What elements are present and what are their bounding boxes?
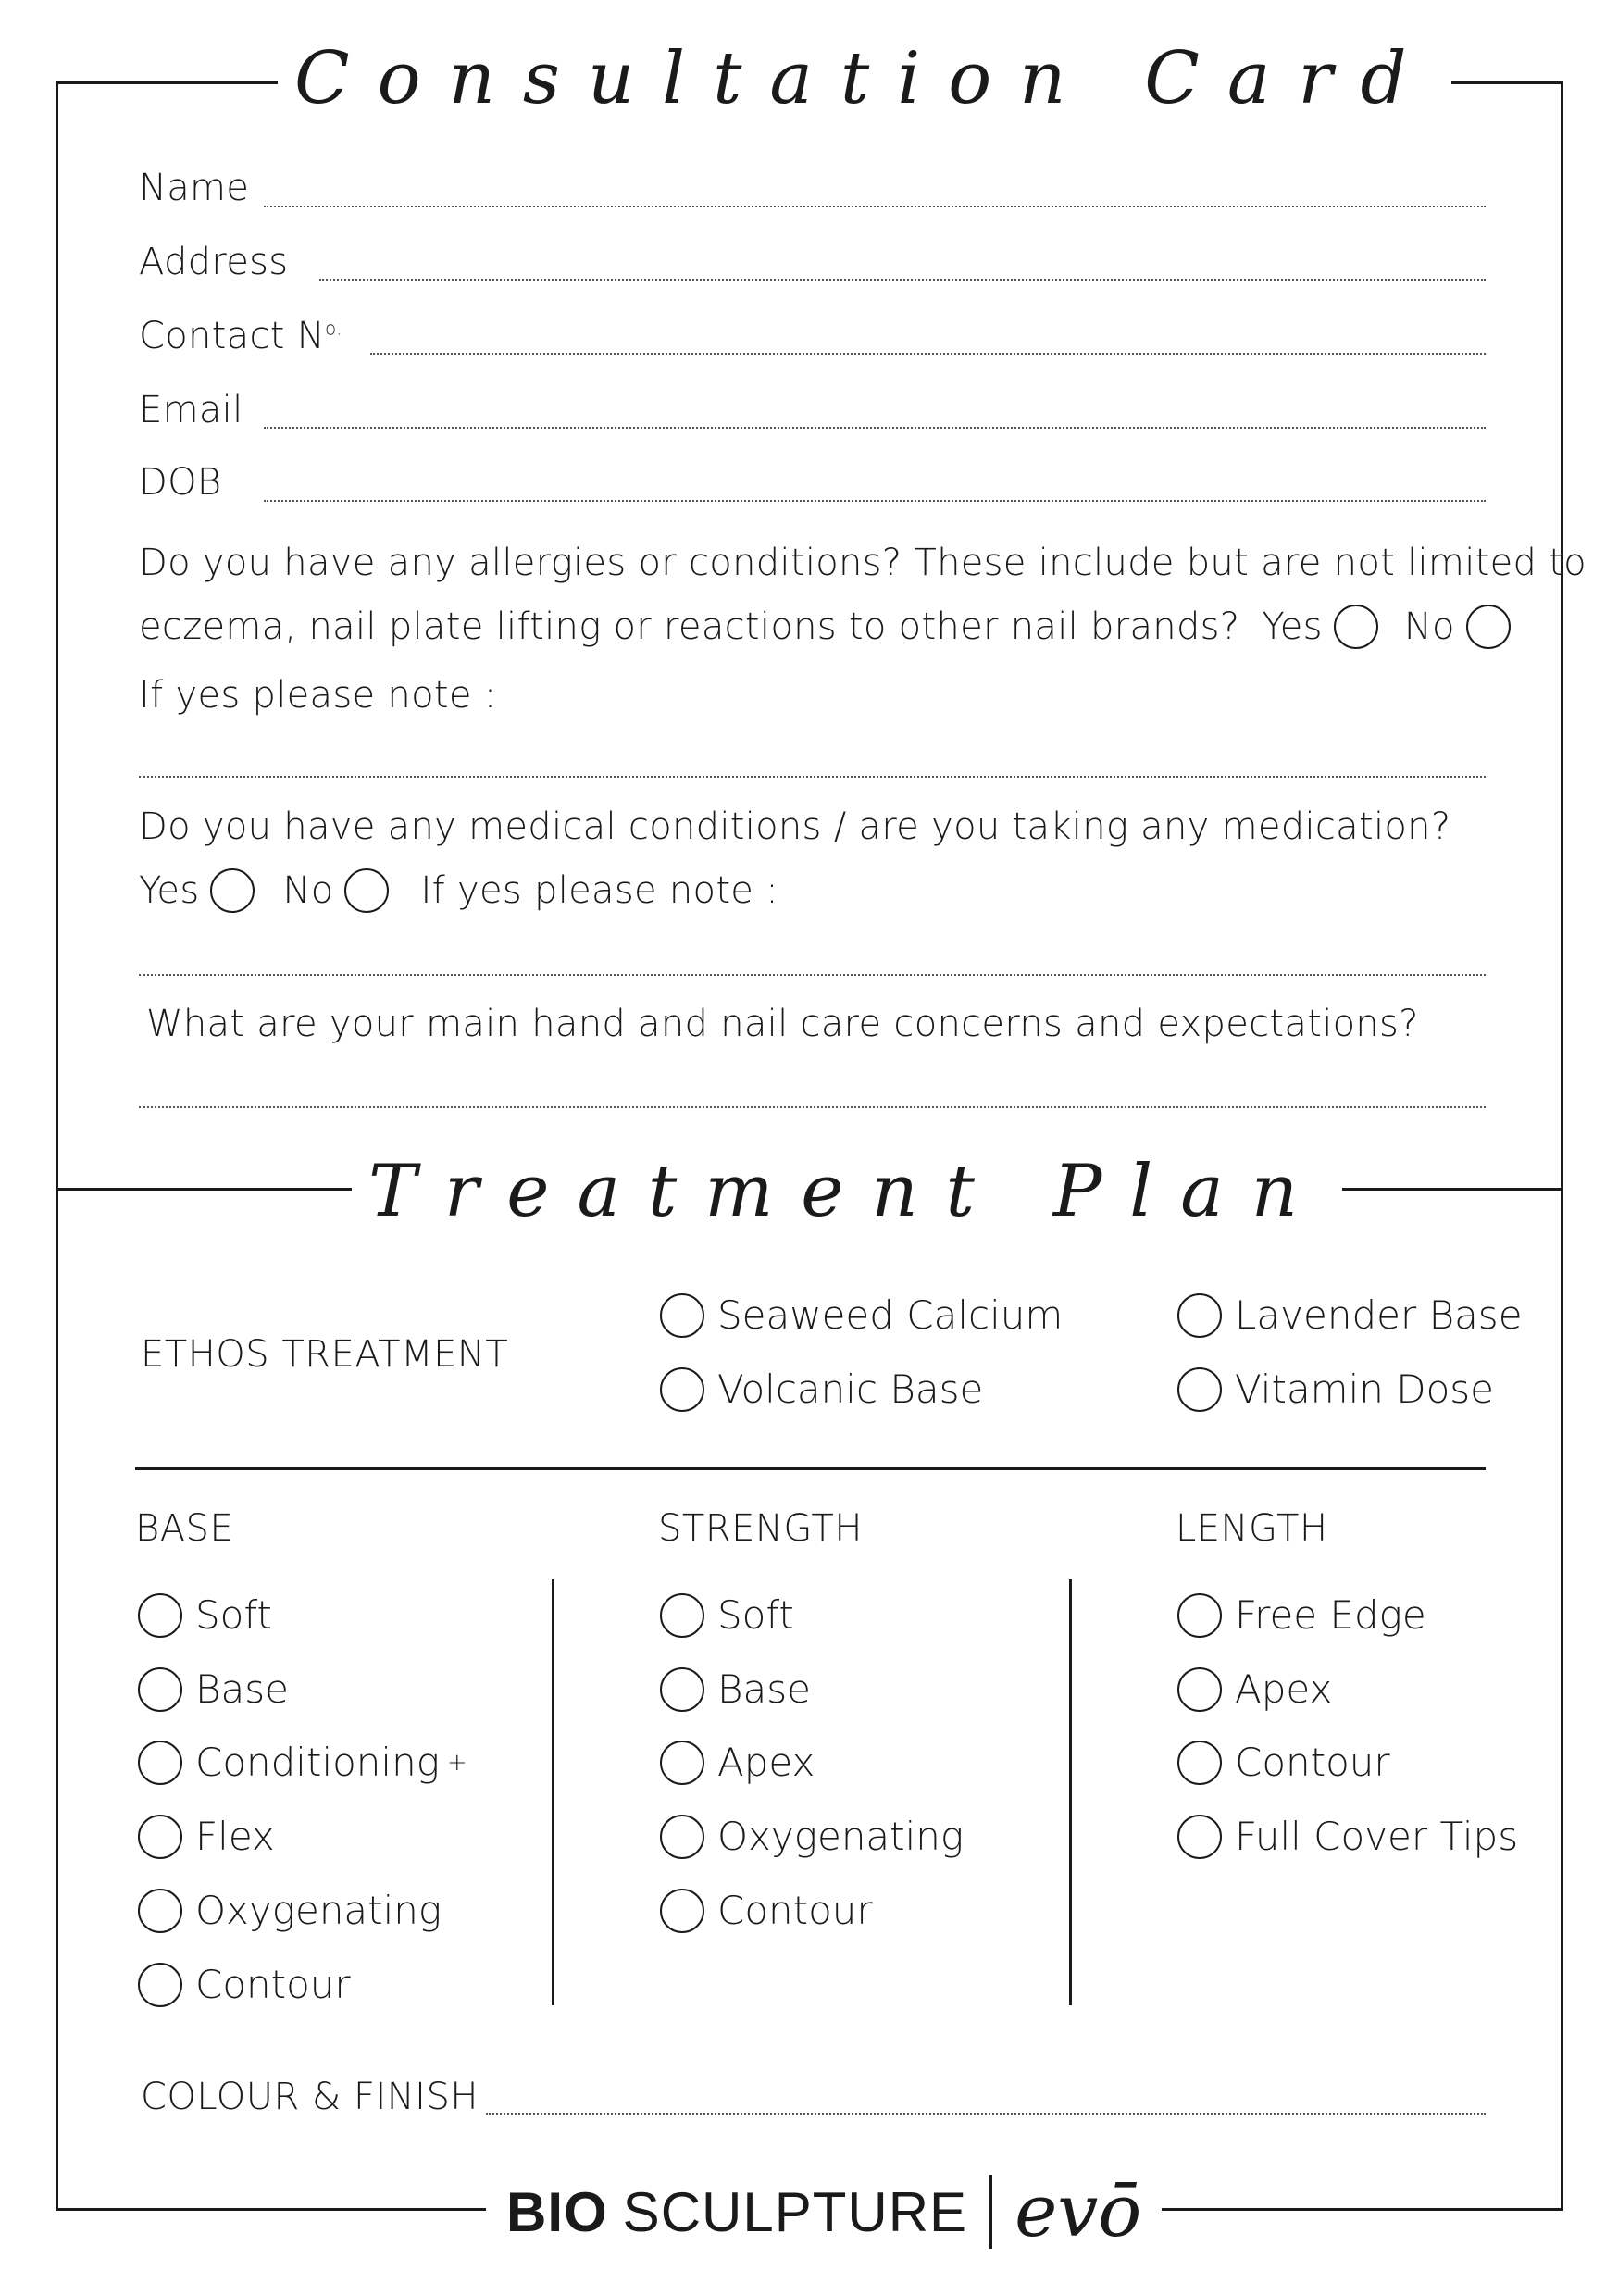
- strength-oxygenating-radio[interactable]: [660, 1815, 704, 1859]
- strength-base-radio[interactable]: [660, 1667, 704, 1712]
- base-oxygenating-label: Oxygenating: [195, 1888, 442, 1933]
- contact-field[interactable]: [370, 353, 1486, 355]
- base-contour-label: Contour: [195, 1962, 351, 2007]
- base-soft-label: Soft: [195, 1592, 272, 1638]
- ethos-seaweed-calcium-label: Seaweed Calcium: [717, 1292, 1064, 1338]
- medical-question: Do you have any medical conditions / are you taking any medication?: [139, 805, 1451, 848]
- ethos-volcanic-base-radio[interactable]: [660, 1367, 704, 1412]
- column-divider-2: [1069, 1579, 1072, 2005]
- base-conditioning-label: Conditioning: [195, 1740, 440, 1785]
- medical-yes-radio[interactable]: [210, 868, 255, 913]
- length-option-full-cover-tips[interactable]: [1177, 1814, 1518, 1859]
- base-option-oxygenating[interactable]: [138, 1888, 442, 1933]
- email-label: Email: [139, 389, 243, 431]
- ethos-option-seaweed-calcium[interactable]: [660, 1292, 1063, 1338]
- column-divider-1: [552, 1579, 554, 2005]
- strength-base-label: Base: [717, 1666, 811, 1712]
- allergies-question-line2: eczema, nail plate lifting or reactions to other nail brands?: [139, 605, 1240, 648]
- contact-label: [139, 315, 342, 357]
- allergies-question-line2-row: [139, 605, 1511, 649]
- strength-option-oxygenating[interactable]: [660, 1814, 964, 1859]
- length-option-contour[interactable]: [1177, 1740, 1390, 1785]
- base-option-conditioning[interactable]: [138, 1740, 467, 1785]
- medical-yes-label: Yes: [139, 869, 200, 912]
- colour-finish-label: COLOUR & FINISH: [141, 2076, 479, 2118]
- ethos-volcanic-base-label: Volcanic Base: [717, 1366, 984, 1412]
- base-option-contour[interactable]: [138, 1962, 351, 2007]
- base-base-radio[interactable]: [138, 1667, 182, 1712]
- strength-option-soft[interactable]: [660, 1592, 794, 1638]
- dob-field[interactable]: [264, 500, 1486, 502]
- length-apex-label: Apex: [1235, 1666, 1333, 1712]
- base-option-flex[interactable]: [138, 1814, 275, 1859]
- length-heading: LENGTH: [1176, 1507, 1328, 1550]
- allergies-yes-option[interactable]: [1262, 605, 1377, 649]
- ethos-lavender-base-radio[interactable]: [1177, 1293, 1222, 1338]
- ethos-option-vitamin-dose[interactable]: [1177, 1366, 1494, 1412]
- medical-note-label: If yes please note :: [420, 869, 779, 912]
- base-conditioning-radio[interactable]: [138, 1741, 182, 1785]
- treatment-plan-title: Treatment Plan: [352, 1150, 1342, 1233]
- allergies-no-label: No: [1403, 605, 1455, 648]
- brand-separator: [989, 2175, 992, 2249]
- base-flex-label: Flex: [195, 1814, 275, 1859]
- strength-oxygenating-label: Oxygenating: [717, 1814, 965, 1859]
- allergies-question-line1: Do you have any allergies or conditions? These include but are not limited to: [139, 542, 1587, 584]
- frame-right: [1561, 81, 1563, 2211]
- ethos-option-volcanic-base[interactable]: [660, 1366, 983, 1412]
- strength-contour-radio[interactable]: [660, 1889, 704, 1933]
- strength-soft-label: Soft: [717, 1592, 794, 1638]
- footer-brand: [486, 2170, 1162, 2253]
- medical-note-field[interactable]: [139, 974, 1486, 976]
- base-option-soft[interactable]: [138, 1592, 272, 1638]
- dob-label: DOB: [139, 461, 222, 504]
- colour-finish-field[interactable]: [486, 2113, 1486, 2115]
- concerns-field[interactable]: [139, 1106, 1486, 1108]
- allergies-yes-radio[interactable]: [1334, 605, 1378, 649]
- medical-no-label: No: [282, 869, 334, 912]
- base-conditioning-plus: +: [446, 1748, 467, 1777]
- name-field[interactable]: [264, 206, 1486, 207]
- brand-evo-logo: evō: [1014, 2170, 1142, 2253]
- medical-yes-option[interactable]: [139, 868, 255, 913]
- length-apex-radio[interactable]: [1177, 1667, 1222, 1712]
- ethos-divider: [135, 1467, 1486, 1470]
- contact-label-sup: o.: [324, 317, 342, 340]
- contact-label-text: Contact N: [139, 315, 325, 357]
- base-contour-radio[interactable]: [138, 1963, 182, 2007]
- strength-heading: STRENGTH: [658, 1507, 863, 1550]
- ethos-lavender-base-label: Lavender Base: [1235, 1292, 1523, 1338]
- length-free-edge-radio[interactable]: [1177, 1593, 1222, 1638]
- concerns-question: What are your main hand and nail care concerns and expectations?: [146, 1003, 1419, 1045]
- base-oxygenating-radio[interactable]: [138, 1889, 182, 1933]
- length-free-edge-label: Free Edge: [1235, 1592, 1426, 1638]
- base-base-label: Base: [195, 1666, 289, 1712]
- allergies-no-radio[interactable]: [1466, 605, 1511, 649]
- ethos-vitamin-dose-label: Vitamin Dose: [1235, 1366, 1494, 1412]
- base-heading: BASE: [135, 1507, 234, 1550]
- ethos-option-lavender-base[interactable]: [1177, 1292, 1523, 1338]
- medical-answer-row: [139, 868, 778, 913]
- ethos-treatment-label: ETHOS TREATMENT: [141, 1333, 509, 1376]
- strength-contour-label: Contour: [717, 1888, 873, 1933]
- email-field[interactable]: [264, 427, 1486, 429]
- strength-apex-label: Apex: [717, 1740, 815, 1785]
- allergies-no-option[interactable]: [1404, 605, 1511, 649]
- brand-sculpture: SCULPTURE: [622, 2180, 968, 2243]
- ethos-vitamin-dose-radio[interactable]: [1177, 1367, 1222, 1412]
- allergies-yes-label: Yes: [1262, 605, 1323, 648]
- length-full-cover-tips-radio[interactable]: [1177, 1815, 1222, 1859]
- strength-option-contour[interactable]: [660, 1888, 873, 1933]
- strength-option-apex[interactable]: [660, 1740, 815, 1785]
- allergies-note-label: If yes please note :: [139, 674, 497, 717]
- base-soft-radio[interactable]: [138, 1593, 182, 1638]
- length-contour-label: Contour: [1235, 1740, 1390, 1785]
- length-contour-radio[interactable]: [1177, 1741, 1222, 1785]
- strength-soft-radio[interactable]: [660, 1593, 704, 1638]
- medical-no-option[interactable]: [282, 868, 389, 913]
- medical-no-radio[interactable]: [344, 868, 389, 913]
- page-title: Consultation Card: [278, 37, 1451, 120]
- base-flex-radio[interactable]: [138, 1815, 182, 1859]
- address-field[interactable]: [319, 279, 1486, 281]
- base-option-base[interactable]: [138, 1666, 289, 1712]
- length-full-cover-tips-label: Full Cover Tips: [1235, 1814, 1519, 1859]
- address-label: Address: [139, 241, 289, 283]
- frame-left: [56, 81, 58, 2211]
- name-label: Name: [139, 167, 250, 209]
- strength-apex-radio[interactable]: [660, 1741, 704, 1785]
- ethos-seaweed-calcium-radio[interactable]: [660, 1293, 704, 1338]
- strength-option-base[interactable]: [660, 1666, 811, 1712]
- length-option-free-edge[interactable]: [1177, 1592, 1426, 1638]
- allergies-note-field[interactable]: [139, 776, 1486, 778]
- brand-bio: BIO: [506, 2180, 608, 2243]
- length-option-apex[interactable]: [1177, 1666, 1332, 1712]
